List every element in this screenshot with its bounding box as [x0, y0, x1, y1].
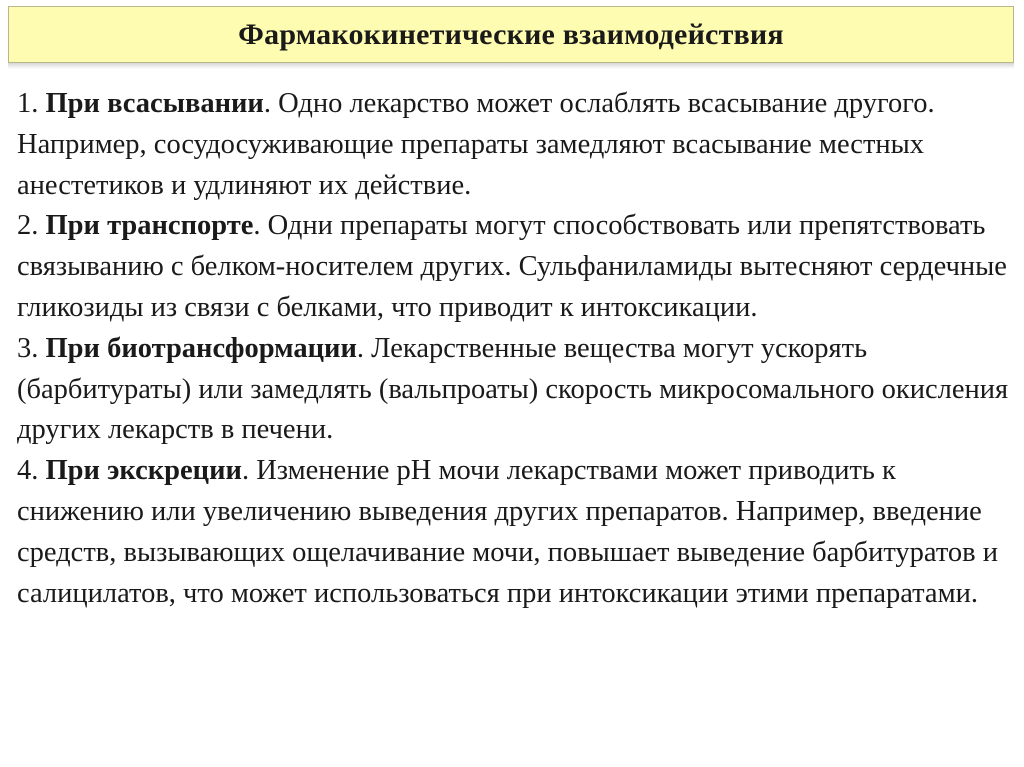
item-heading: При транспорте [45, 210, 254, 242]
item-heading: При биотрансформации [45, 332, 357, 364]
item-text: . Одно лекарство может ослаблять всасывание другого. Например, сосудосуживающие препараты замедляют всасывание местных анестетиков и удлиняют их действие. [17, 88, 935, 201]
item-number: 2. [17, 210, 39, 242]
item-number: 1. [17, 88, 39, 119]
list-item-transport [17, 206, 1012, 328]
item-text: . Одни препараты могут способствовать или препятствовать связыванию с белком-носителем других. Сульфаниламиды вытесняют сердечные гликозиды из связи с белками, что приводит к интоксикации. [17, 210, 1007, 323]
title-bar [8, 6, 1014, 63]
slide-title: Фармакокинетические взаимодействия [238, 17, 784, 51]
item-heading: При экскреции [45, 455, 242, 487]
list-item-excretion [17, 451, 1012, 614]
slide-body [17, 84, 1012, 614]
item-number: 4. [17, 455, 39, 487]
item-text: . Изменение рН мочи лекарствами может приводить к снижению или увеличению выведения других препаратов. Например, введение средств, вызывающих ощелачивание мочи, повышает выведение барбитуратов и салицилатов, что может использоваться при интоксикации этими препаратами. [17, 455, 998, 609]
list-item-absorption [17, 84, 1012, 206]
item-number: 3. [17, 332, 39, 364]
title-shadow [8, 63, 1014, 69]
item-text: . Лекарственные вещества могут ускорять (барбитураты) или замедлять (вальпроаты) скорость микросомального окисления других лекарств в печени. [17, 332, 1009, 446]
list-item-biotransformation [17, 329, 1012, 451]
item-heading: При всасывании [45, 88, 264, 119]
